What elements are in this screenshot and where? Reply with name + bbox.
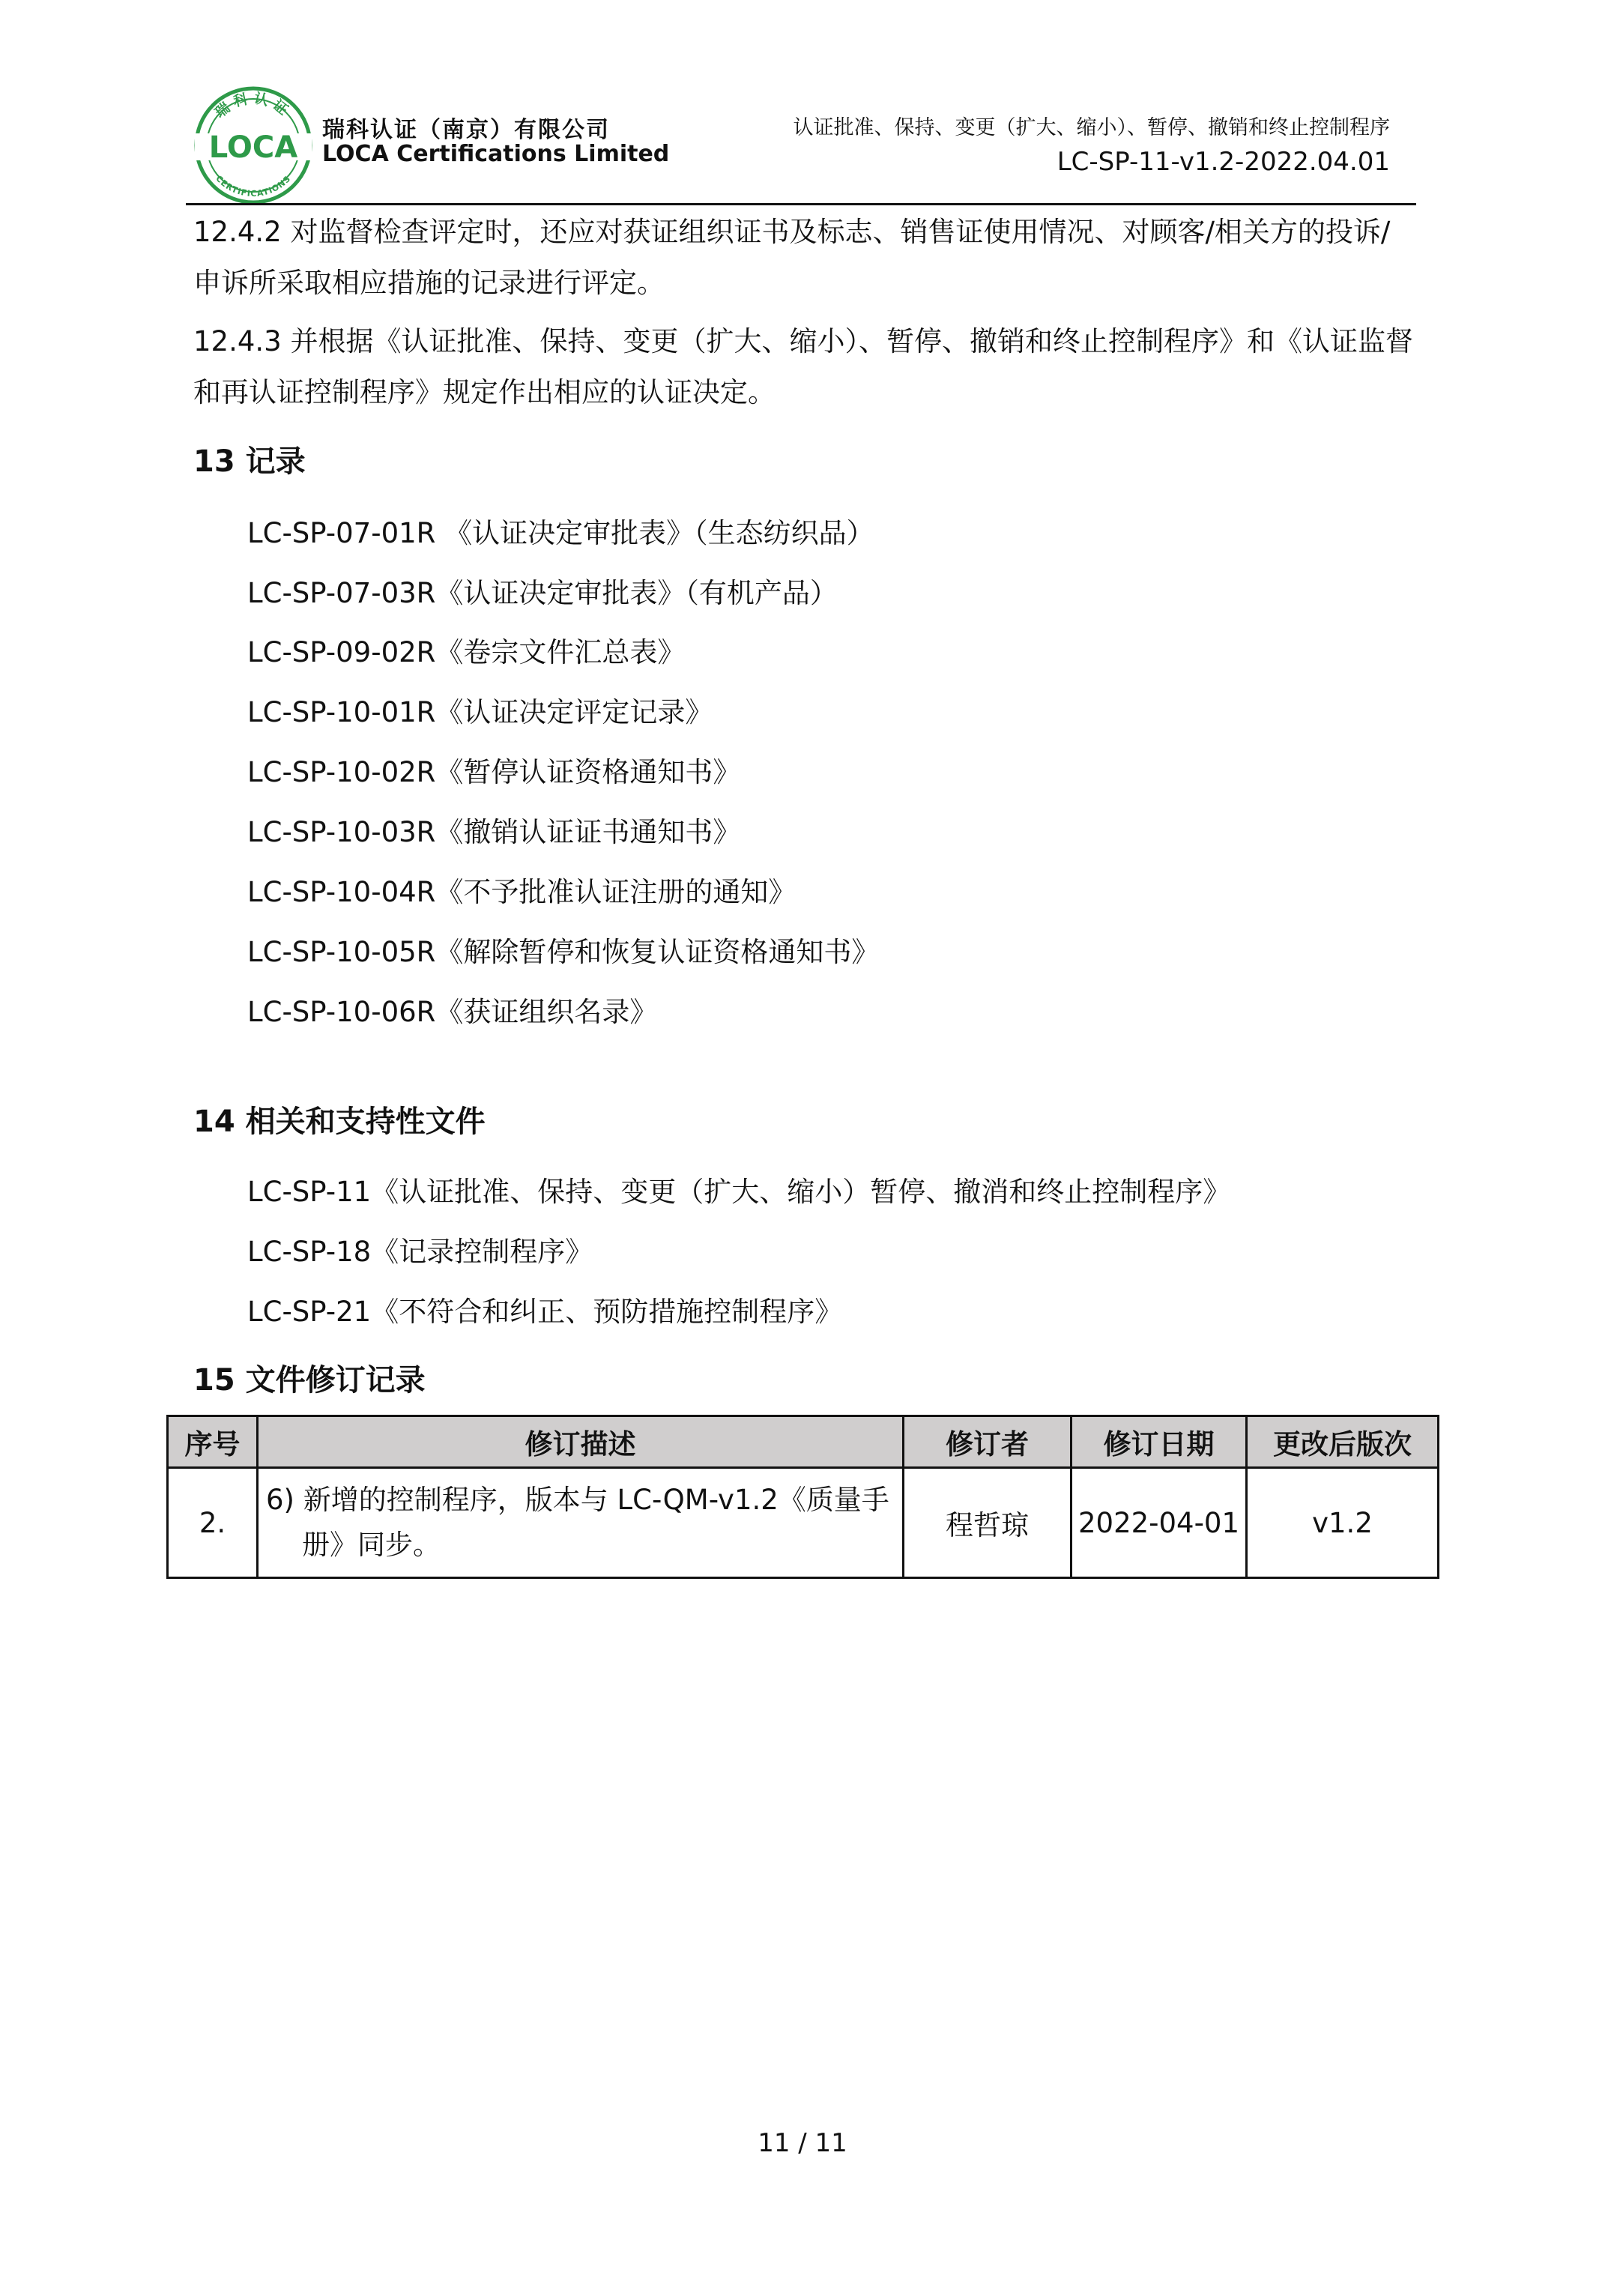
paragraph-12-4-3: 12.4.3 并根据《认证批准、保持、变更（扩大、缩小）、暂停、撤销和终止控制程序》和《认证监督和再认证控制程序》规定作出相应的认证决定。 <box>193 325 1413 408</box>
description-line: 6) 新增的控制程序，版本与 LC-QM-v1.2《质量手 <box>266 1484 889 1516</box>
logo-main-text: LOCA <box>208 130 298 165</box>
record-item: LC-SP-07-01R 《认证决定审批表》（生态纺织品） <box>247 517 874 549</box>
section-heading-related-docs: 14 相关和支持性文件 <box>193 1105 486 1139</box>
description-line: 册》同步。 <box>302 1529 441 1561</box>
company-logo <box>186 85 321 205</box>
header-cell-author: 修订者 <box>904 1416 1071 1468</box>
record-item: LC-SP-07-03R《认证决定审批表》（有机产品） <box>247 577 838 609</box>
record-item: LC-SP-10-06R《获证组织名录》 <box>247 996 658 1028</box>
table-header-row <box>168 1416 1439 1468</box>
revision-table <box>166 1415 1439 1579</box>
related-doc-item: LC-SP-18《记录控制程序》 <box>247 1236 593 1268</box>
document-code: LC-SP-11-v1.2-2022.04.01 <box>1057 147 1390 177</box>
page-number: 11 / 11 <box>758 2128 847 2158</box>
section-heading-revision-record: 15 文件修订记录 <box>193 1363 426 1398</box>
related-doc-item: LC-SP-11《认证批准、保持、变更（扩大、缩小）暂停、撤消和终止控制程序》 <box>247 1176 1231 1208</box>
record-item: LC-SP-10-03R《撤销认证证书通知书》 <box>247 816 741 848</box>
header-divider <box>186 203 1416 205</box>
cell-no: 2. <box>168 1468 258 1578</box>
logo-bottom-text: CERTIFICATIONS <box>214 173 293 199</box>
paragraph-12-4-2: 12.4.2 对监督检查评定时，还应对获证组织证书及标志、销售证使用情况、对顾客/相关方的投诉/申诉所采取相应措施的记录进行评定。 <box>193 216 1391 299</box>
record-item: LC-SP-09-02R《卷宗文件汇总表》 <box>247 636 686 668</box>
related-doc-item: LC-SP-21《不符合和纠正、预防措施控制程序》 <box>247 1296 843 1328</box>
svg-text:瑞科认证 <box>211 89 294 121</box>
document-title: 认证批准、保持、变更（扩大、缩小）、暂停、撤销和终止控制程序 <box>793 116 1390 139</box>
header-cell-version: 更改后版次 <box>1247 1416 1439 1468</box>
section-heading-records: 13 记录 <box>193 444 306 479</box>
company-name-cn: 瑞科认证（南京）有限公司 <box>322 117 610 143</box>
header-cell-no: 序号 <box>168 1416 258 1468</box>
cell-version: v1.2 <box>1247 1468 1439 1578</box>
record-item: LC-SP-10-02R《暂停认证资格通知书》 <box>247 756 741 788</box>
header-cell-date: 修订日期 <box>1071 1416 1247 1468</box>
cell-author: 程哲琼 <box>904 1468 1071 1578</box>
table-row <box>168 1468 1439 1578</box>
record-item: LC-SP-10-01R《认证决定评定记录》 <box>247 696 713 728</box>
record-item: LC-SP-10-05R《解除暂停和恢复认证资格通知书》 <box>247 936 880 968</box>
header-cell-description: 修订描述 <box>258 1416 904 1468</box>
company-name-en: LOCA Certifications Limited <box>322 141 670 167</box>
logo-top-text: 瑞科认证 <box>211 90 295 121</box>
record-item: LC-SP-10-04R《不予批准认证注册的通知》 <box>247 876 797 908</box>
cell-date: 2022-04-01 <box>1071 1468 1247 1578</box>
cell-description <box>258 1468 904 1578</box>
